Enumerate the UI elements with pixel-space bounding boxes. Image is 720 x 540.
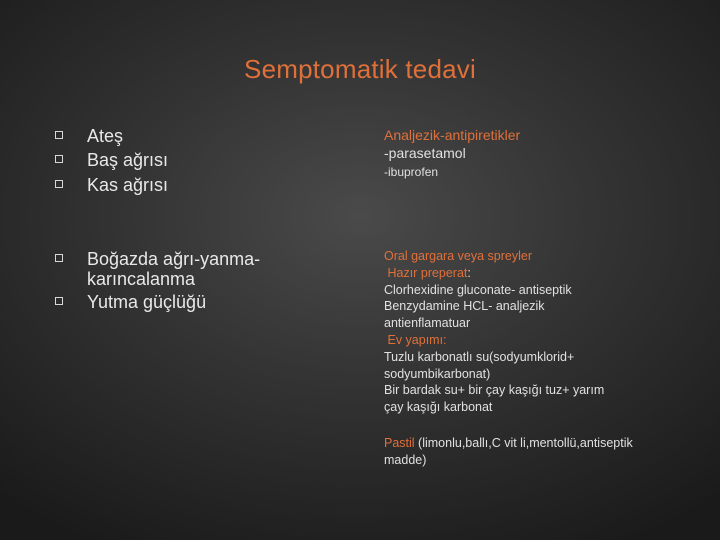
gargle-block — [384, 248, 684, 416]
home-item: sodyumbikarbonat) — [384, 366, 491, 381]
symptom-text: Ateş — [87, 126, 124, 146]
gargle-heading: Oral gargara veya spreyler — [384, 249, 532, 263]
symptom-text: Boğazda ağrı-yanma-karıncalanma — [87, 249, 261, 289]
analgesic-block — [384, 126, 684, 182]
ready-prep-line — [384, 265, 684, 282]
home-item: çay kaşığı karbonat — [384, 400, 493, 415]
square-bullet-icon — [55, 180, 63, 188]
home-made-line — [384, 332, 684, 349]
drug-item: -parasetamol — [384, 145, 466, 161]
prep-item: Clorhexidine gluconate- antiseptik — [384, 282, 572, 297]
slide-title: Semptomatik tedavi — [244, 54, 476, 84]
home-made-label: Ev yapımı: — [387, 332, 447, 347]
symptom-text: Kas ağrısı — [87, 175, 169, 195]
pastil-text-2: madde) — [384, 452, 427, 467]
square-bullet-icon — [55, 155, 63, 163]
square-bullet-icon — [55, 297, 63, 305]
ready-prep-label: Hazır preperat — [387, 265, 468, 280]
analgesic-heading: Analjezik-antipiretikler — [384, 127, 521, 143]
pastil-text: (limonlu,ballı,C vit li,mentollü,antiseptik — [414, 436, 633, 450]
square-bullet-icon — [55, 131, 63, 139]
prep-item: antienflamatuar — [384, 316, 471, 331]
pastil-label: Pastil — [384, 436, 415, 450]
drug-item: -ibuprofen — [384, 165, 439, 179]
symptom-text: Baş ağrısı — [87, 150, 169, 170]
square-bullet-icon — [55, 254, 63, 262]
home-item: Tuzlu karbonatlı su(sodyumklorid+ — [384, 349, 575, 364]
home-item: Bir bardak su+ bir çay kaşığı tuz+ yarım — [384, 383, 605, 398]
pastil-block — [384, 435, 684, 469]
ready-prep-colon: : — [467, 265, 471, 280]
prep-item: Benzydamine HCL- analjezik — [384, 299, 545, 314]
pastil-line — [384, 435, 684, 452]
symptom-text: Yutma güçlüğü — [87, 292, 207, 312]
